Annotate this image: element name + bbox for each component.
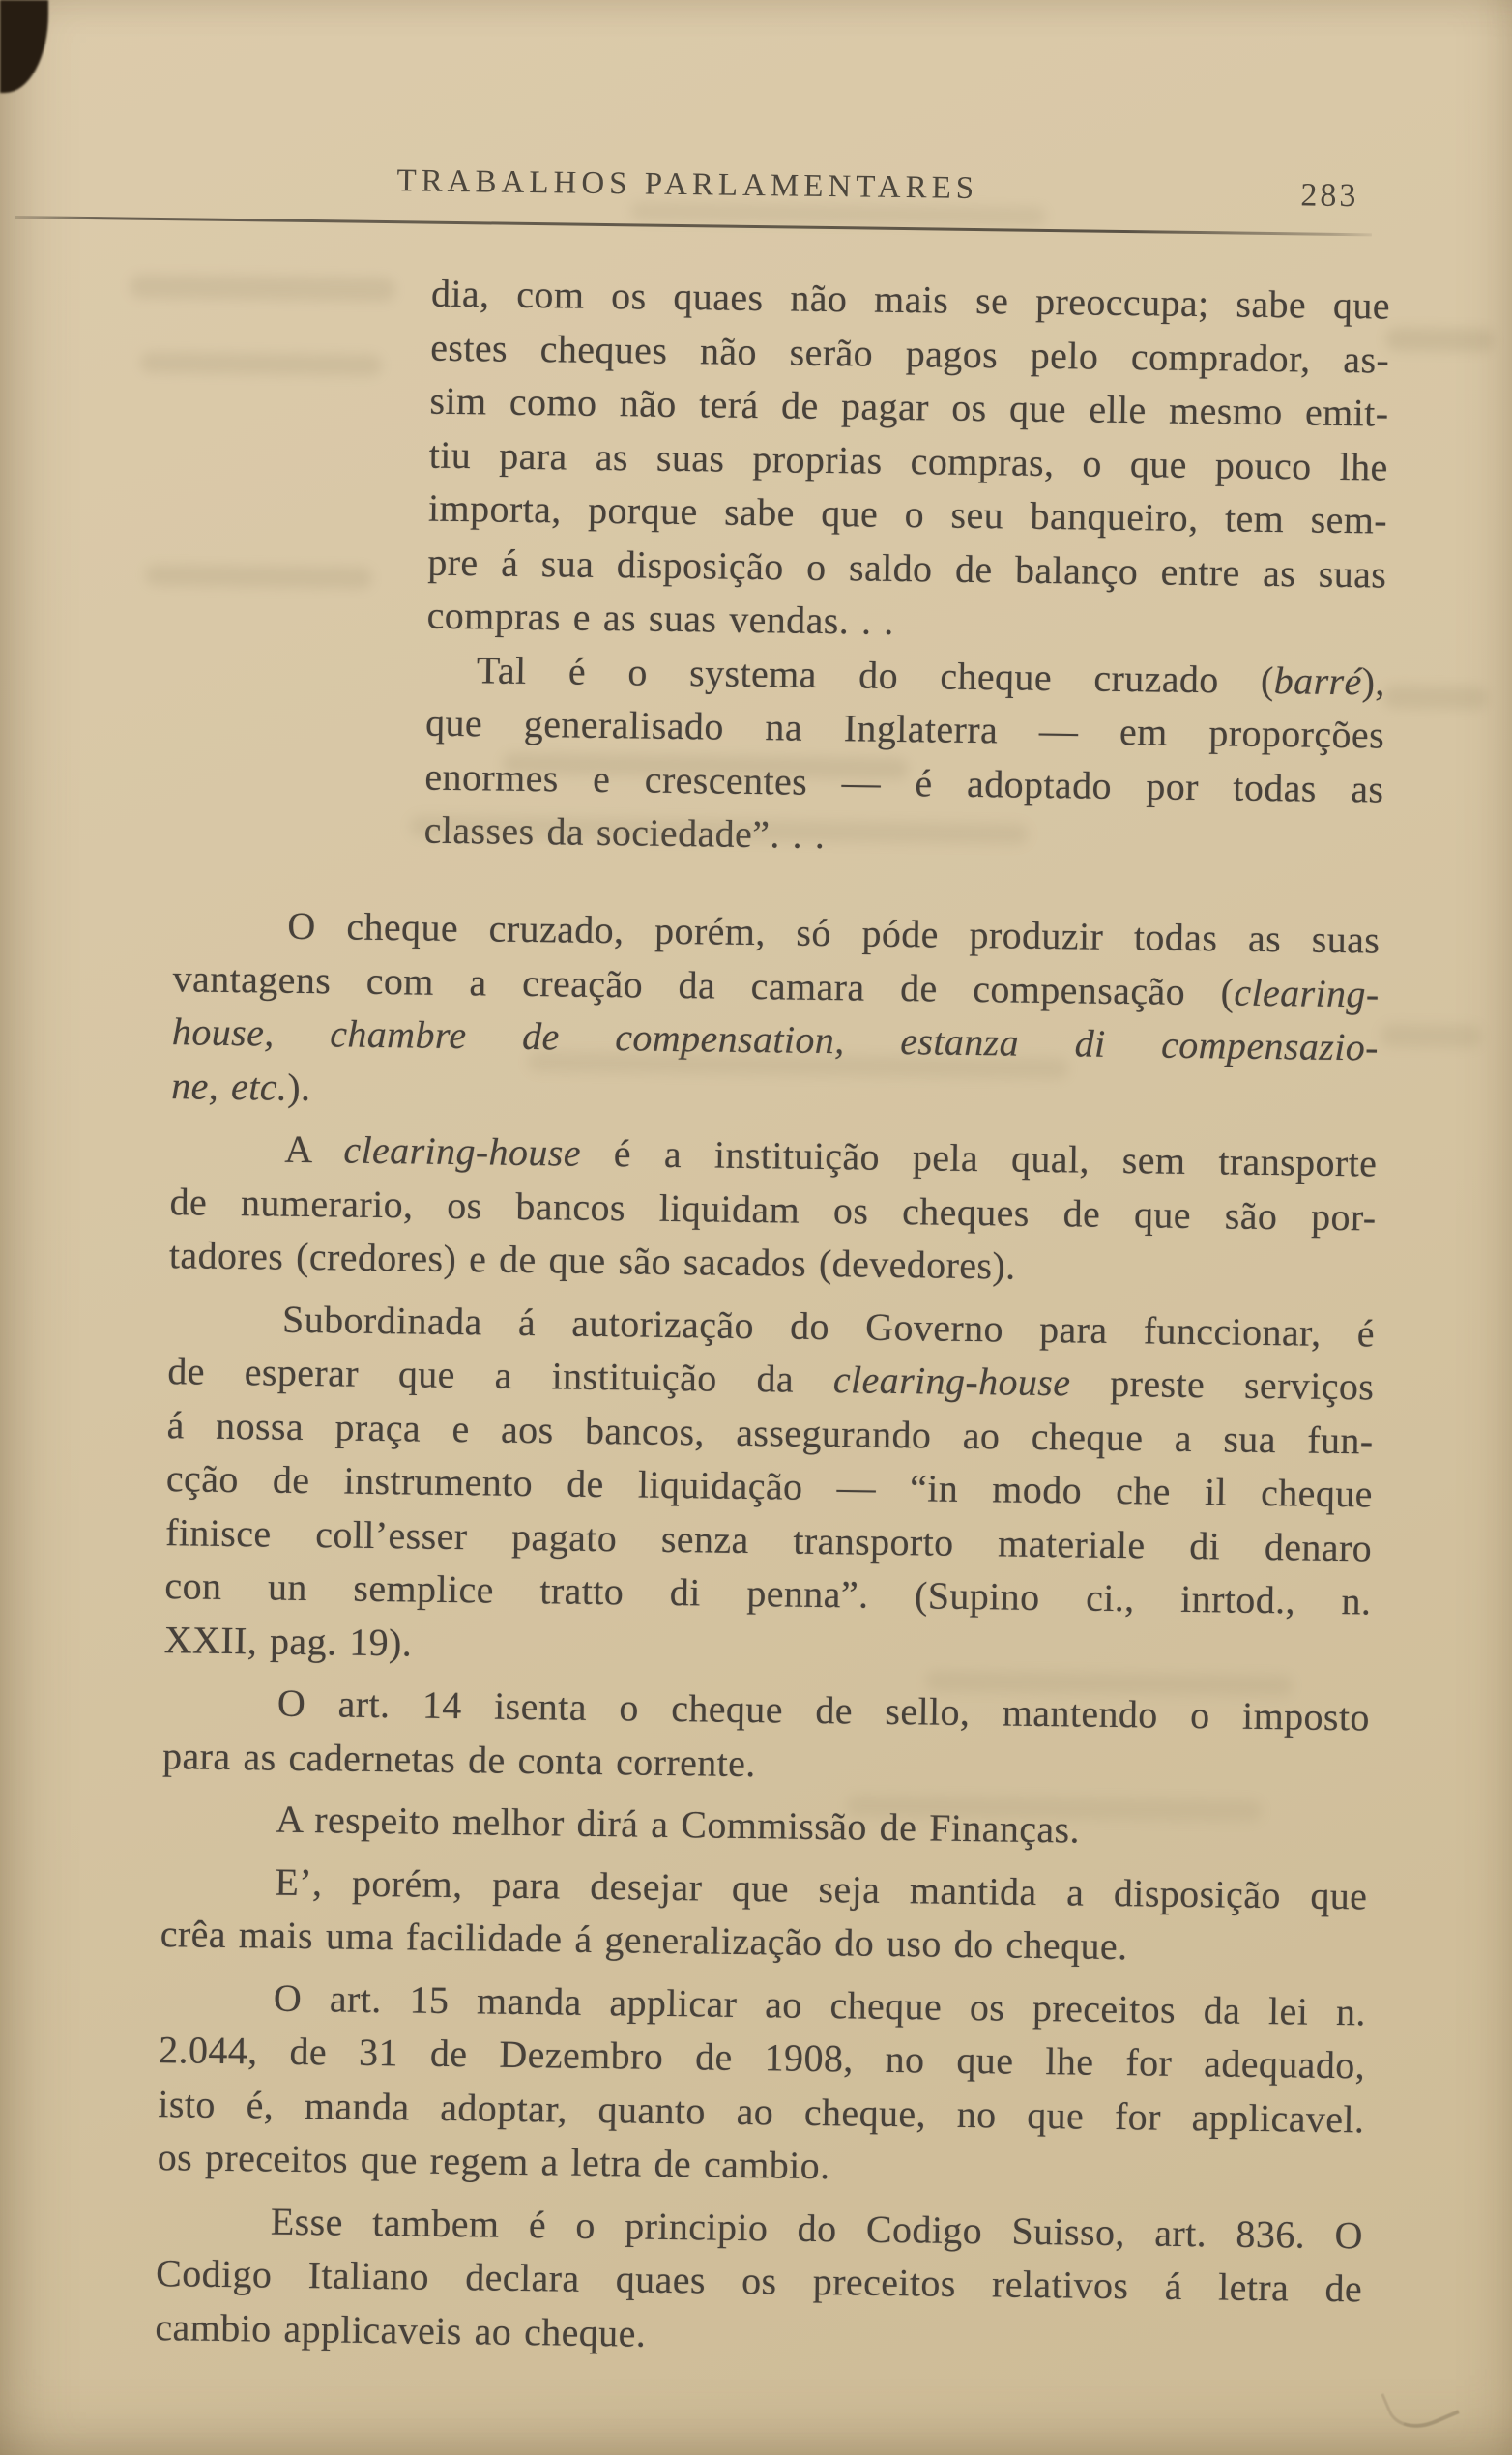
paragraph <box>157 1970 1366 2200</box>
text-segment: os preceitos que regem a letra de cambio. <box>157 2135 830 2188</box>
bleed-through-smudge <box>1385 328 1494 352</box>
text-segment: Subordinada á autorização do Governo para funccionar, é <box>281 1297 1376 1355</box>
paragraph <box>155 2193 1363 2370</box>
text-segment: é a instituição pela qual, sem transporte <box>580 1130 1378 1185</box>
text-segment: clearing-house <box>832 1358 1071 1405</box>
text-segment: que generalisado na Inglaterra — em proporções <box>424 700 1385 757</box>
text-segment: ne, etc. <box>170 1063 288 1109</box>
text-segment: á nossa praça e aos bancos, assegurando ao cheque a sua fun- <box>166 1402 1374 1462</box>
page-number: 283 <box>1300 177 1359 215</box>
text-segment: enormes e crescentes — é adoptado por todas as <box>424 754 1384 811</box>
bleed-through-smudge <box>630 201 1046 226</box>
text-segment: house, chambre de compensation, estanza di compensazio- <box>171 1009 1380 1069</box>
quote-block <box>423 267 1390 869</box>
text-segment: Esse tambem é o principio do Codigo Suisso, art. 836. O <box>270 2199 1364 2257</box>
text-segment: con un semplice tratto di penna”. (Supino ci., inrtod., n. <box>164 1564 1372 1623</box>
text-segment: de esperar que a instituição da <box>167 1349 834 1402</box>
text-segment: isto é, manda adoptar, quanto ao cheque, no que for applicavel. <box>158 2081 1365 2141</box>
text-segment: de numerario, os bancos liquidam os cheques de que são por- <box>169 1179 1377 1240</box>
paragraph <box>160 1854 1367 1976</box>
text-segment: pre á sua disposição o saldo de balanço entre as suas <box>427 540 1387 597</box>
text-segment: E’, porém, para desejar que seja mantida a disposição que <box>275 1859 1368 1917</box>
text-segment: 2.044, de 31 de Dezembro de 1908, no que lhe for adequado, <box>158 2028 1366 2088</box>
pencil-mark <box>1381 2369 1459 2439</box>
text-segment: Tal é o systema do cheque cruzado ( <box>476 647 1275 702</box>
text-segment: tadores (credores) e de que são sacados (devedores). <box>168 1233 1016 1288</box>
text-segment: finisce coll’esser pagato senza transporto materiale di denaro <box>164 1509 1373 1569</box>
bleed-through-smudge <box>1382 686 1487 710</box>
text-segment: estes cheques não serão pagos pelo comprador, as- <box>429 325 1390 382</box>
text-segment: clearing-house <box>343 1127 582 1175</box>
text-segment: preste serviços <box>1070 1360 1375 1409</box>
paragraph <box>171 897 1381 1127</box>
bleed-through-smudge <box>140 352 382 376</box>
text-segment: ). <box>287 1065 311 1109</box>
text-segment: A respeito melhor dirá a Commissão de Finanças. <box>276 1797 1081 1852</box>
text-segment: sim como não terá de pagar os que elle mesmo emit- <box>429 378 1389 435</box>
text-segment: tiu para as suas proprias compras, o que pouco lhe <box>428 432 1389 489</box>
text-segment: A <box>284 1126 344 1172</box>
text-segment: Codigo Italiano declara quaes os preceitos relativos á letra de <box>155 2251 1363 2311</box>
text-segment: O art. 14 isenta o cheque de sello, mantendo o imposto <box>276 1681 1371 1739</box>
bleed-through-smudge <box>145 565 372 589</box>
text-segment: para as cadernetas de conta corrente. <box>161 1733 757 1785</box>
text-segment: O cheque cruzado, porém, só póde produzir todas as suas <box>287 903 1381 962</box>
text-segment: vantagens com a creação da camara de compensação ( <box>172 955 1235 1014</box>
text-segment: cambio applicaveis ao cheque. <box>155 2304 647 2355</box>
text-segment: importa, porque sabe que o seu banqueiro, tem sem- <box>427 485 1388 542</box>
bleed-through-smudge <box>130 275 395 303</box>
paragraph <box>163 1291 1375 1682</box>
text-segment: dia, com os quaes não mais se preoccupa; sabe que <box>430 271 1391 328</box>
body-text <box>155 897 1381 2378</box>
running-header-title: TRABALHOS PARLAMENTARES <box>396 163 979 207</box>
text-segment: compras e as suas vendas. . . <box>426 593 895 643</box>
paragraph <box>169 1121 1378 1298</box>
text-segment: XXII, pag. 19). <box>163 1617 413 1664</box>
text-segment: cção de instrumento de liquidação — “in modo che il cheque <box>165 1456 1374 1516</box>
text-segment: crêa mais uma facilidade á generalização do uso do cheque. <box>160 1912 1128 1969</box>
text-segment: O art. 15 manda applicar ao cheque os preceitos da lei n. <box>273 1975 1367 2033</box>
bleed-through-smudge <box>1381 1024 1482 1048</box>
text-segment: clearing- <box>1234 970 1380 1016</box>
text-segment: barré <box>1273 658 1363 703</box>
text-segment: classes da sociedade”. . . <box>423 807 826 858</box>
text-segment: ), <box>1361 658 1386 704</box>
